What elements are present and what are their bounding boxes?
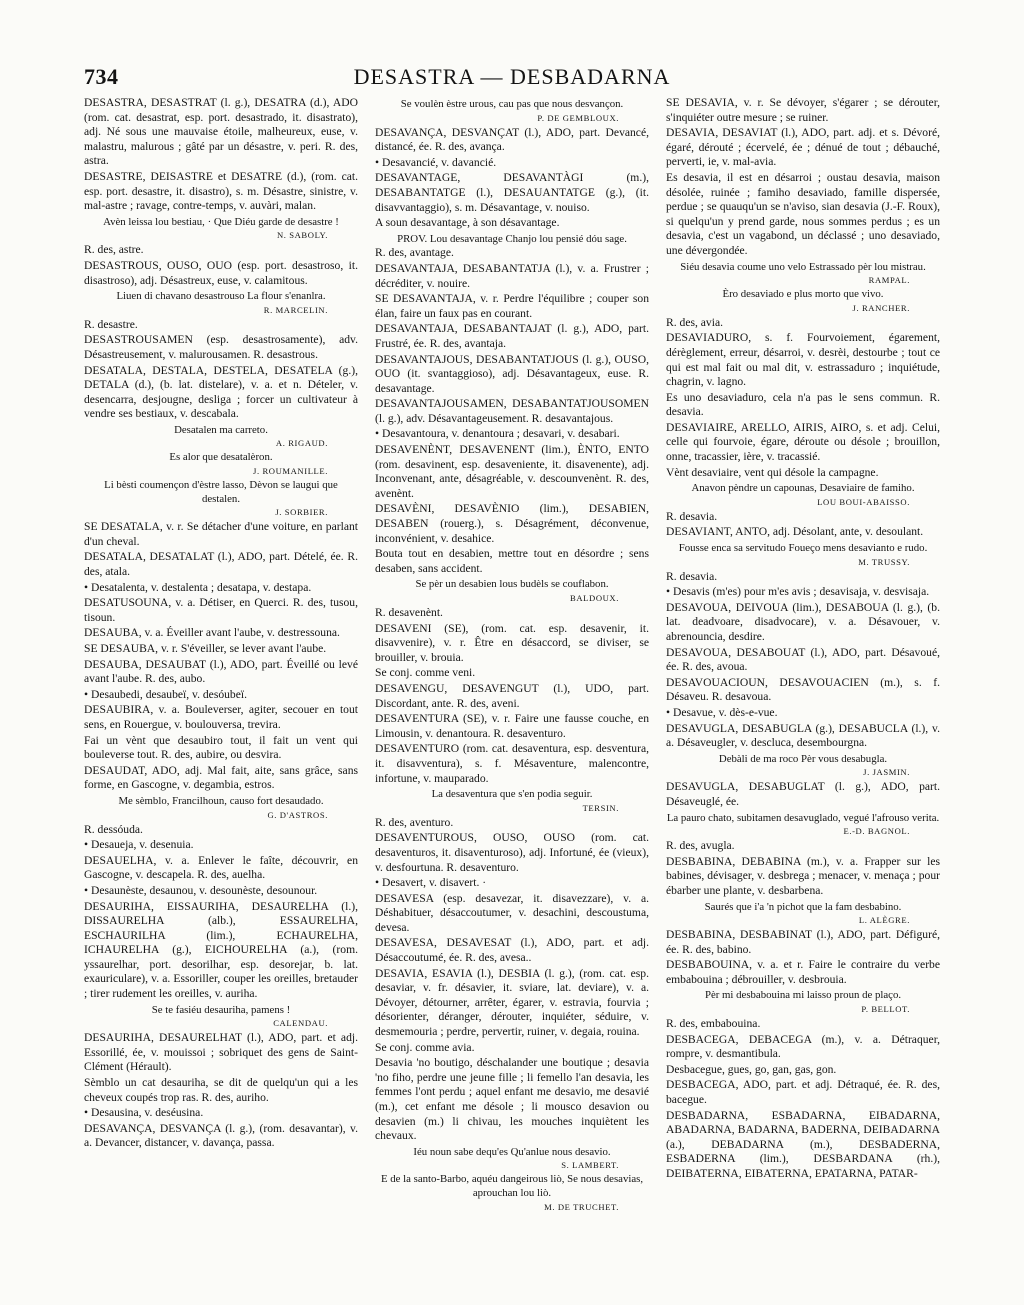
dictionary-entry: SE DESAUBA, v. r. S'éveiller, se lever avant l'aube. [84,642,327,655]
citation-author: CALENDAU. [273,1018,328,1029]
citation-quote: Se voulèn èstre urous, cau pas que nous desvançon. [400,98,624,110]
dictionary-entry: DESASTROUSAMEN (esp. desastrosamente), adv. Désastreusement, v. malurousamen. R. desastrous. [84,333,358,361]
dictionary-entry: • Desavert, v. disavert. · [375,876,487,890]
citation-author: RAMPAL. [868,275,910,286]
dictionary-entry: R. des, aventuro. [375,815,454,829]
dictionary-entry: DESAVENÈNT, DESAVENENT (lim.), ÈNTO, ENTO (rom. desavinent, esp. desaveniente, it. disavenente), adj. Inconvenant, ante, désagréable, v. descounvenènt. R. des, avenènt. [375,443,649,500]
citation-author: E.-D. BAGNOL. [843,826,910,837]
citation-author: N. SABOLY. [276,230,328,241]
citation-author: S. LAMBERT. [561,1160,619,1171]
citation-author: LOU BOUI-ABAISSO. [817,496,910,507]
dictionary-entry: DESAVOUA, DEIVOUA (lim.), DESABOUA (l. g.), (b. lat. deadvoare, disadvocare), v. a. Désavouer, v. abrenouncia, desdire. [666,600,940,643]
dictionary-entry: • Desavis (m'es) pour m'es avis ; desavisaja, v. desvisaja. [666,585,930,599]
dictionary-entry: DESAVENTURO (rom. cat. desaventura, esp. desventura, it. disavventura), s. f. Mésaventure, malencontre, infortune, v. mauparado. [375,742,649,785]
citation-quote: Pèr mi desbabouina mi laisso proun de plaço. [704,989,902,1002]
dictionary-entry: • Desaunèste, desaunou, v. desounèste, desounour. [84,883,318,897]
dictionary-entry: DESAUBA, DESAUBAT (l.), ADO, part. Éveillé ou levé avant l'aube. R. des, aubo. [84,657,358,686]
citation-author: J. RANCHER. [852,302,910,313]
dictionary-entry: DESATALA, DESATALAT (l.), ADO, part. Dételé, ée. R. des, atala. [84,550,358,579]
dictionary-entry: DESAVENTUROUS, OUSO, OUSO (rom. cat. desaventuros, it. disaventuroso), adj. Infortuné, ée (vieux), v. desfourtuna. R. desaventuro. [375,831,649,874]
dictionary-entry: DESBABINA, DESBABINAT (l.), ADO, part. Défiguré, ée. R. des, babino. [666,928,940,956]
dictionary-entry: SE DESAVIA, v. r. Se dévoyer, s'égarer ; se dérouter, s'inquiéter outre mesure ; se ruiner. [666,96,940,124]
dictionary-entry: DESAVIA, DESAVIAT (l.), ADO, part. adj. et s. Dévoré, égaré, dérouté ; écervelé, ée ; dénué de tout ; débauché, perverti, ie, v. mal-avia. [666,126,940,169]
citation-quote: Iéu noun sabe dequ'es Qu'anlue nous desavio. [413,1145,611,1158]
dictionary-entry: A soun desavantage, à son désavantage. [375,216,560,230]
dictionary-entry: R. desavia. [666,509,718,523]
citation-quote: Es alor que desatalèron. [169,451,273,464]
citation-quote: Avèn leissa lou bestiau, · Que Diéu garde de desastre ! [103,215,339,228]
dictionary-entry: DESASTRE, DEISASTRE et DESATRE (d.), (rom. cat. esp. port. desastre, it. disastro), s. m. Désastre, sinistre, v. mal-astre ; ravage, contre-temps, v. auvàri, malan. [84,169,358,213]
dictionary-entry: DESAUDAT, ADO, adj. Mal fait, aite, sans grâce, sans forme, en Gascogne, v. degambia, estros. [84,763,358,792]
dictionary-entry: • Desavancié, v. davancié. [375,155,497,169]
dictionary-entry: DESAVOUA, DESABOUAT (l.), ADO, part. Désavoué, ée. R. des, avoua. [666,645,940,674]
citation-author: M. TRUSSY. [858,556,910,567]
dictionary-entry: Desbacegue, gues, go, gan, gas, gon. [666,1062,837,1076]
dictionary-entry: R. des, avantage. [375,246,454,260]
citation-quote: Liuen di chavano desastrouso La flour s'enanlra. [116,290,326,303]
dictionary-entry: • Desaueja, v. desenuia. [84,838,194,852]
dictionary-entry: R. desastre. [84,317,138,331]
dictionary-entry: DESAVENI (SE), (rom. cat. esp. desavenir, it. disavvenire), v. r. Être en désaccord, se diviser, se brouiller, v. brouia. [375,621,649,664]
citation-author: P. BELLOT. [861,1004,910,1015]
citation-quote: Debàli de ma roco Pèr vous desabugla. [718,752,888,765]
dictionary-entry: Es uno desaviaduro, cela n'a pas le sens commun. R. desavia. [666,390,940,419]
dictionary-entry: DESAVÈNI, DESAVÈNIO (lim.), DESABIEN, DESABEN (rouerg.), s. Désagrément, déconvenue, inconvénient, v. desahice. [375,502,649,545]
dictionary-entry: R. desavenènt. [375,606,443,619]
dictionary-entry: SE DESATALA, v. r. Se détacher d'une voiture, en parlant d'un cheval. [84,520,358,548]
citation-quote: Me sèmblo, Francilhoun, causo fort desaudado. [118,794,324,807]
dictionary-entry: DESBACEGA, DEBACEGA (m.), v. a. Détraquer, rompre, v. desmantibula. [666,1032,940,1061]
dictionary-entry: Fai un vènt que desaubiro tout, il fait un vent qui bouleverse tout. R. des, aubire, ou desvira. [84,733,358,762]
dictionary-entry: Sèmblo un cat desauriha, se dit de quelqu'un qui a les cheveux coupés trop ras. R. des, auriho. [84,1076,358,1104]
citation-author: J. SORBIER. [275,507,328,518]
dictionary-entry: DESAVIANT, ANTO, adj. Désolant, ante, v. desoulant. [666,525,924,539]
dictionary-entry: • Desavue, v. dès-e-vue. [666,705,778,719]
dictionary-entry: DESATALA, DESTALA, DESTELA, DESATELA (g.), DETALA (d.), (b. lat. distelare), v. a. et n. Dételer, v. desencarra, desjougne, desliga ; forcer un cultivateur à vendre ses bestiaux, v. descabala. [84,363,358,421]
citation-quote: Siéu desavia coume uno velo Estrassado pèr lou mistrau. [680,260,926,273]
citation-author: R. MARCELIN. [263,304,328,315]
dictionary-entry: • Desaubedi, desaubeï, v. desóubeï. [84,687,247,701]
dictionary-entry: DESAVENTURA (SE), v. r. Faire une fausse couche, en Limousin, v. denantoura. R. desaventuro. [375,712,649,740]
dictionary-entry: DESAVIA, ESAVIA (l.), DESBIA (l. g.), (rom. cat. esp. desaviar, v. fr. désavier, it. sviare, lat. deviare), v. a. Dévoyer, détourner, arrêter, égarer, v. estravia, fourvia ; désorienter, déranger, dérouter, inquiéter, séduire, v. desmemouria ; perdre, pervertir, ruiner, v. degaia, rouina. [375,966,649,1039]
citation-quote: Saurés que i'a 'n pichot que la fam desbabino. [704,900,902,913]
citation-quote: La pauro chato, subitamen desavuglado, vegué l'afrouso verita. [666,811,940,824]
dictionary-entry: DESAUBA, v. a. Éveiller avant l'aube, v. destressouna. [84,626,340,640]
citation-author: M. DE TRUCHET. [544,1201,619,1212]
dictionary-entry: DESAVANTAGE, DESAVANTÀGI (m.), DESABANTATGE (l.), DESAUANTATGE (g.), (it. disavvantaggio), s. m. Désavantage, v. nouiso. [375,171,649,214]
citation-author: TERSIN. [582,802,619,813]
dictionary-entry: R. des, embabouina. [666,1017,761,1031]
dictionary-entry: DESAVIADURO, s. f. Fourvoiement, égarement, dérèglement, erreur, désarroi, v. desrèi, destourbe ; tout ce qui est mal fait ou mal dit, v. estrassaduro ; inquiétude, chagrin, v. lagno. [666,331,940,389]
dictionary-entry: DESBADARNA, ESBADARNA, EIBADARNA, ABADARNA, BADARNA, BADERNA, DEIBADARNA (a.), DEBADARNA (m.), DESBADERNA, ESBADERNA (lim.), DESBARDANA (rh.), DEIBATERNA, EIBATERNA, EPATARNA, PATAR- [666,1108,940,1180]
citation-author: J. JASMIN. [863,767,910,778]
dictionary-entry: SE DESAVANTAJA, v. r. Perdre l'équilibre ; couper son élan, faire un faux pas en courant. [375,292,649,320]
dictionary-entry: DESAVANTAJA, DESABANTATJA (l.), v. a. Frustrer ; décréditer, v. nouire. [375,261,649,290]
citation-quote: Se te fasiéu desauriha, pamens ! [151,1003,291,1016]
citation-author: L. ALÈGRE. [858,915,910,926]
dictionary-entry: Se conj. comme avia. [375,1040,475,1054]
dictionary-entry: DESAVENGU, DESAVENGUT (l.), UDO, part. Discordant, ante. R. des, aveni. [375,681,649,710]
dictionary-entry: DESAVESA (esp. desavezar, it. disavezzare), v. a. Déshabituer, désaccoutumer, v. desachini, descoustuma, devesa. [375,891,649,934]
dictionary-entry: DESAVUGLA, DESABUGLA (g.), DESABUCLA (l.), v. a. Désaveugler, v. descluca, desembourgna. [666,721,940,750]
citation-quote: Li bèsti coumençon d'èstre lasso, Dèvon se laugui que destalen. [104,479,338,505]
citation-quote: Èro desaviado e plus morto que vivo. [722,288,884,301]
citation-quote: E de la santo-Barbo, aquéu dangeirous liò, Se nous desavias, aprouchan lou liò. [380,1173,644,1199]
dictionary-entry: Vènt desaviaire, vent qui désole la campagne. [666,465,879,479]
page-header [84,64,940,100]
dictionary-entry: DESAVESA, DESAVESAT (l.), ADO, part. et adj. Désaccoutumé, ée. R. des, avesa.. [375,936,649,965]
citation-author: BALDOUX. [570,593,619,603]
dictionary-entry: DESAVANTAJOUSAMEN, DESABANTATJOUSOMEN (l. g.), adv. Désavantageusement. R. desavantajous. [375,397,649,425]
dictionary-entry: R. des, avia. [666,315,723,329]
dictionary-entry: Se conj. comme veni. [375,666,476,680]
column-right [666,96,940,1266]
dictionary-entry: DESAURIHA, EISSAURIHA, DESAURELHA (l.), DISSAURELHA (alb.), ESSAURELHA, ESCHAURILHA (lim.), ECHAURELHA, ICHAURELHA (g.), EICHOURELHA (a.), (rom. yssaurelhar, port. desorilhar, esp. desorejar, b. lat. exauriculare), v. a. Essoriller, couper les oreilles, bretauder ; tirer rudement les oreilles, v. auriha. [84,899,358,1001]
dictionary-entry: DESBABOUINA, v. a. et r. Faire le contraire du verbe embabouina ; débrouiller, v. desbrouia. [666,958,940,986]
citation-quote: PROV. Lou desavantage Chanjo lou pensié dóu sage. [397,232,627,245]
dictionary-entry: DESAVANTAJA, DESABANTAJAT (l. g.), ADO, part. Frustré, ée. R. des, avantaja. [375,322,649,350]
dictionary-entry: DESAVANÇA, DESVANÇAT (l.), ADO, part. Devancé, distancé, ée. R. des, avança. [375,125,649,154]
dictionary-columns [84,96,940,1266]
dictionary-entry: DESBACEGA, ADO, part. et adj. Détraqué, ée. R. des, bacegue. [666,1078,940,1107]
citation-quote: Anavon pèndre un capounas, Desaviaire de famiho. [691,482,915,495]
dictionary-entry: DESBABINA, DEBABINA (m.), v. a. Frapper sur les babines, dévisager, v. desbrega ; menacer, v. menaça ; pour ébarber une plante, v. desbarbena. [666,854,940,897]
citation-quote: La desaventura que s'en podia seguir. [431,788,593,801]
citation-quote: Desatalen ma carreto. [174,423,268,436]
citation-author: A. RIGAUD. [275,438,328,449]
dictionary-entry: DESASTROUS, OUSO, OUO (esp. port. desastroso, it. disastroso), adj. Désastreux, euse, v. calamitous. [84,258,358,287]
page-number: 734 [84,64,119,89]
dictionary-entry: • Desavantoura, v. denantoura ; desavari, v. desabari. [375,427,620,441]
dictionary-entry: R. desavia. [666,569,718,583]
dictionary-entry: Es desavia, il est en désarroi ; oustau desavia, maison désolée, ruinée ; famiho desaviado, famille dispersée, perdue ; se quauqu'un se n'aviso, sian desavia (J.-F. Roux), si quelqu'un y prend garde, nous sommes perdus ; es un desavia, c'est un vagabond, un déclassé ; uno desaviado, une dévergondée. [666,170,940,257]
dictionary-entry: DESAVANTAJOUS, DESABANTATJOUS (l. g.), OUSO, OUO (it. svantaggioso), adj. Désavantageux, euse. R. desavantage. [375,352,649,395]
column-left [84,96,358,1266]
citation-quote: Se pèr un desabien lous budèls se couflabon. [415,578,609,591]
running-head: DESASTRA — DESBADARNA [353,64,671,89]
dictionary-entry: R. dessóuda. [84,822,143,836]
dictionary-entry: DESASTRA, DESASTRAT (l. g.), DESATRA (d.), ADO (rom. cat. desastrat, esp. port. desastrado, it. disastrato), adj. Né sous une mauvaise étoile, malheureux, euse, v. malastru, malurous ; gâté par un désastre, v. peri. R. des, astra. [84,96,358,168]
dictionary-entry: DESAURIHA, DESAURELHAT (l.), ADO, part. et adj. Essorillé, ée, v. mouissoi ; sobriquet des gens de Saint-Clément (Hérault). [84,1031,358,1074]
dictionary-entry: R. des, avugla. [666,839,735,853]
dictionary-entry: • Desatalenta, v. destalenta ; desatapa, v. destapa. [84,580,312,594]
citation-author: P. DE GEMBLOUX. [537,112,619,123]
dictionary-entry: Bouta tout en desabien, mettre tout en désordre ; sens desaben, sans accident. [375,547,649,575]
dictionary-entry: DESAUBIRA, v. a. Bouleverser, agiter, secouer en tout sens, en Rouergue, v. boulouversa, trevira. [84,703,358,731]
dictionary-entry: DESAVUGLA, DESABUGLAT (l. g.), ADO, part. Désaveuglé, ée. [666,780,940,808]
dictionary-entry: DESATUSOUNA, v. a. Détiser, en Querci. R. des, tusou, tisoun. [84,596,358,624]
dictionary-entry: R. des, astre. [84,243,144,257]
dictionary-entry: DESAVIAIRE, ARELLO, AIRIS, AIRO, s. et adj. Celui, celle qui fourvoie, égare, déroute ou désole ; brouillon, onne, tracassier, ière, v. tracassié. [666,420,940,464]
citation-quote: Fousse enca sa servitudo Foueço mens desavianto e rudo. [678,542,928,555]
dictionary-entry: DESAVOUACIOUN, DESAVOUACIEN (m.), s. f. Désaveu. R. desavoua. [666,675,940,704]
citation-author: G. D'ASTROS. [267,809,328,820]
column-middle [375,96,649,1266]
dictionary-entry: DESAVANÇA, DESVANÇA (l. g.), (rom. desavantar), v. a. Devancer, distancer, v. davança, passa. [84,1121,358,1150]
dictionary-entry: Desavia 'no boutigo, déschalander une boutique ; desavia 'no fiho, perdre une jeune fille ; li femello l'an desavia, les femmes l'ont perdu ; aquel enfant me desavio, me desavié (m.), cet enfant me désole ; li mousco desavion ou desavien (m.) li chivau, les mouches inquiètent les chevaux. [375,1056,649,1143]
dictionary-entry: • Desausina, v. deséusina. [84,1106,204,1120]
citation-author: J. ROUMANILLE. [253,466,328,477]
dictionary-entry: DESAUELHA, v. a. Enlever le faîte, découvrir, en Gascogne, v. descapela. R. des, auelha. [84,853,358,882]
